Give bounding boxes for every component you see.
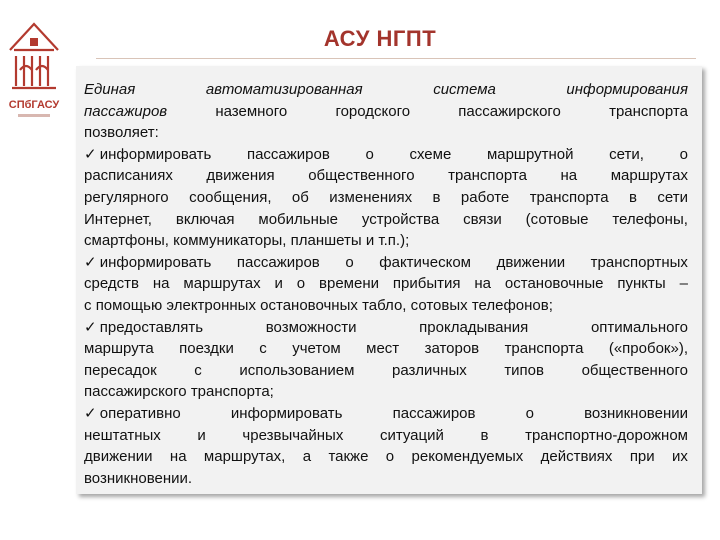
word: пассажиров xyxy=(236,253,320,271)
word: на xyxy=(169,448,187,466)
word: на xyxy=(560,167,578,185)
word: – xyxy=(679,275,688,293)
word: и xyxy=(197,426,206,444)
word: маршрута xyxy=(84,340,154,358)
word: их xyxy=(672,448,688,466)
word: ✓ информировать xyxy=(84,252,211,274)
word: маршрутах xyxy=(183,275,261,293)
word: с xyxy=(194,361,202,379)
word: транспорта xyxy=(504,340,584,358)
text-line xyxy=(84,187,688,209)
word: о xyxy=(679,145,688,163)
word: рекомендуемых xyxy=(411,448,524,466)
word: на xyxy=(474,275,492,293)
word: транспортно-дорожном xyxy=(525,426,688,444)
text-line xyxy=(84,360,688,382)
word: ситуаций xyxy=(379,426,444,444)
text-line xyxy=(84,446,688,468)
word: действиях xyxy=(540,448,613,466)
word: коммуникаторы, xyxy=(173,232,287,250)
word: в xyxy=(628,188,637,206)
text-line xyxy=(84,144,688,166)
word: движении xyxy=(84,448,153,466)
word: смартфоны, xyxy=(84,232,169,250)
word: возникновении xyxy=(584,404,688,422)
text-line xyxy=(84,425,688,447)
word: информировать xyxy=(230,404,343,422)
word: табло, xyxy=(362,296,407,314)
word: фактическом xyxy=(379,253,471,271)
text-line xyxy=(84,403,688,425)
word: пассажирского xyxy=(84,383,187,401)
bullet-item xyxy=(84,317,688,403)
text-line xyxy=(84,230,688,252)
word: движения xyxy=(206,167,275,185)
word: пассажиров xyxy=(392,404,476,422)
bullet-item xyxy=(84,252,688,317)
word: информирования xyxy=(566,81,688,98)
word: прибытия xyxy=(392,275,461,293)
word: транспорта; xyxy=(190,383,274,401)
word: транспорта xyxy=(609,102,688,120)
word: сети xyxy=(657,188,688,206)
word: («пробок»), xyxy=(608,340,688,358)
word: планшеты xyxy=(290,232,362,250)
word: поездки xyxy=(179,340,234,358)
word: об xyxy=(291,188,309,206)
word: о xyxy=(345,253,354,271)
word: возникновении. xyxy=(84,469,193,487)
word: автоматизированная xyxy=(205,81,363,98)
word: о xyxy=(365,145,374,163)
title-divider xyxy=(96,58,696,59)
slide-title: АСУ НГПТ xyxy=(323,26,437,51)
word: работе xyxy=(460,188,510,206)
text-line xyxy=(84,209,688,231)
word: использованием xyxy=(239,361,355,379)
word: общественного xyxy=(308,167,415,185)
word: Интернет, xyxy=(84,210,152,228)
word: сети, xyxy=(609,145,644,163)
word: о xyxy=(525,404,534,422)
word: заторов xyxy=(424,340,480,358)
word: пассажиров xyxy=(246,145,330,163)
word: возможности xyxy=(265,318,357,336)
word: телефонов; xyxy=(471,296,553,314)
word: остановочные xyxy=(504,275,604,293)
text-line xyxy=(84,381,688,403)
word: пассажирского xyxy=(458,102,561,120)
word: в xyxy=(480,426,489,444)
word: в xyxy=(432,188,441,206)
text-line xyxy=(84,295,688,317)
word: с xyxy=(259,340,267,358)
word: а xyxy=(302,448,312,466)
word: различных xyxy=(391,361,467,379)
word: транспорта xyxy=(448,167,527,185)
word: система xyxy=(433,81,496,98)
word: нештатных xyxy=(84,426,161,444)
word: городского xyxy=(335,102,411,120)
word: типов xyxy=(504,361,544,379)
word: сообщения, xyxy=(189,188,272,206)
word: чрезвычайных xyxy=(242,426,344,444)
body-text xyxy=(84,79,688,489)
word: времени xyxy=(319,275,380,293)
word: прокладывания xyxy=(419,318,529,336)
text-line xyxy=(84,273,688,295)
word: наземного xyxy=(215,102,288,120)
word: пункты xyxy=(617,275,666,293)
word: остановочных xyxy=(260,296,358,314)
word: и xyxy=(274,275,283,293)
word: маршрутной xyxy=(486,145,574,163)
word: связи xyxy=(463,210,502,228)
text-line xyxy=(84,317,688,339)
word: ✓ информировать xyxy=(84,144,211,166)
text-line xyxy=(84,79,688,101)
word: устройства xyxy=(361,210,440,228)
word: движении xyxy=(496,253,566,271)
word: Единая xyxy=(84,81,136,98)
word: при xyxy=(629,448,655,466)
word: изменениях xyxy=(329,188,413,206)
word: электронных xyxy=(166,296,256,314)
text-line xyxy=(84,122,688,144)
word: сотовых xyxy=(410,296,468,314)
word: мобильные xyxy=(258,210,339,228)
word: мест xyxy=(366,340,400,358)
word: помощью xyxy=(95,296,163,314)
word: с xyxy=(84,296,92,314)
word: транспорта xyxy=(529,188,609,206)
word: ✓ оперативно xyxy=(84,403,181,425)
bullet-item xyxy=(84,403,688,489)
word: т.п.); xyxy=(378,232,410,250)
word: включая xyxy=(175,210,235,228)
word: (сотовые xyxy=(525,210,589,228)
word: позволяет: xyxy=(84,124,159,142)
word: на xyxy=(152,275,170,293)
word: ✓ предоставлять xyxy=(84,317,203,339)
intro-paragraph xyxy=(84,79,688,144)
word: общественного xyxy=(581,361,688,379)
bullet-item xyxy=(84,144,688,252)
word: учетом xyxy=(292,340,341,358)
word: расписаниях xyxy=(84,167,173,185)
text-line xyxy=(84,165,688,187)
word: средств xyxy=(84,275,139,293)
logo-text: СПбГАСУ xyxy=(8,99,60,111)
word: схеме xyxy=(409,145,452,163)
word: транспортных xyxy=(590,253,688,271)
text-line xyxy=(84,101,688,123)
text-line xyxy=(84,338,688,360)
word: и xyxy=(365,232,375,250)
word: телефоны, xyxy=(612,210,688,228)
word: о xyxy=(296,275,306,293)
word: маршрутах, xyxy=(203,448,286,466)
checkmark-icon: ✓ xyxy=(84,253,97,271)
text-line xyxy=(84,252,688,274)
word: оптимального xyxy=(590,318,688,336)
word: пересадок xyxy=(84,361,157,379)
word: пассажиров xyxy=(84,102,168,120)
checkmark-icon: ✓ xyxy=(84,318,97,336)
checkmark-icon: ✓ xyxy=(84,404,97,422)
text-line xyxy=(84,468,688,490)
word: регулярного xyxy=(84,188,169,206)
checkmark-icon: ✓ xyxy=(84,145,97,163)
word: также xyxy=(328,448,369,466)
word: маршрутах xyxy=(610,167,688,185)
word: о xyxy=(385,448,395,466)
